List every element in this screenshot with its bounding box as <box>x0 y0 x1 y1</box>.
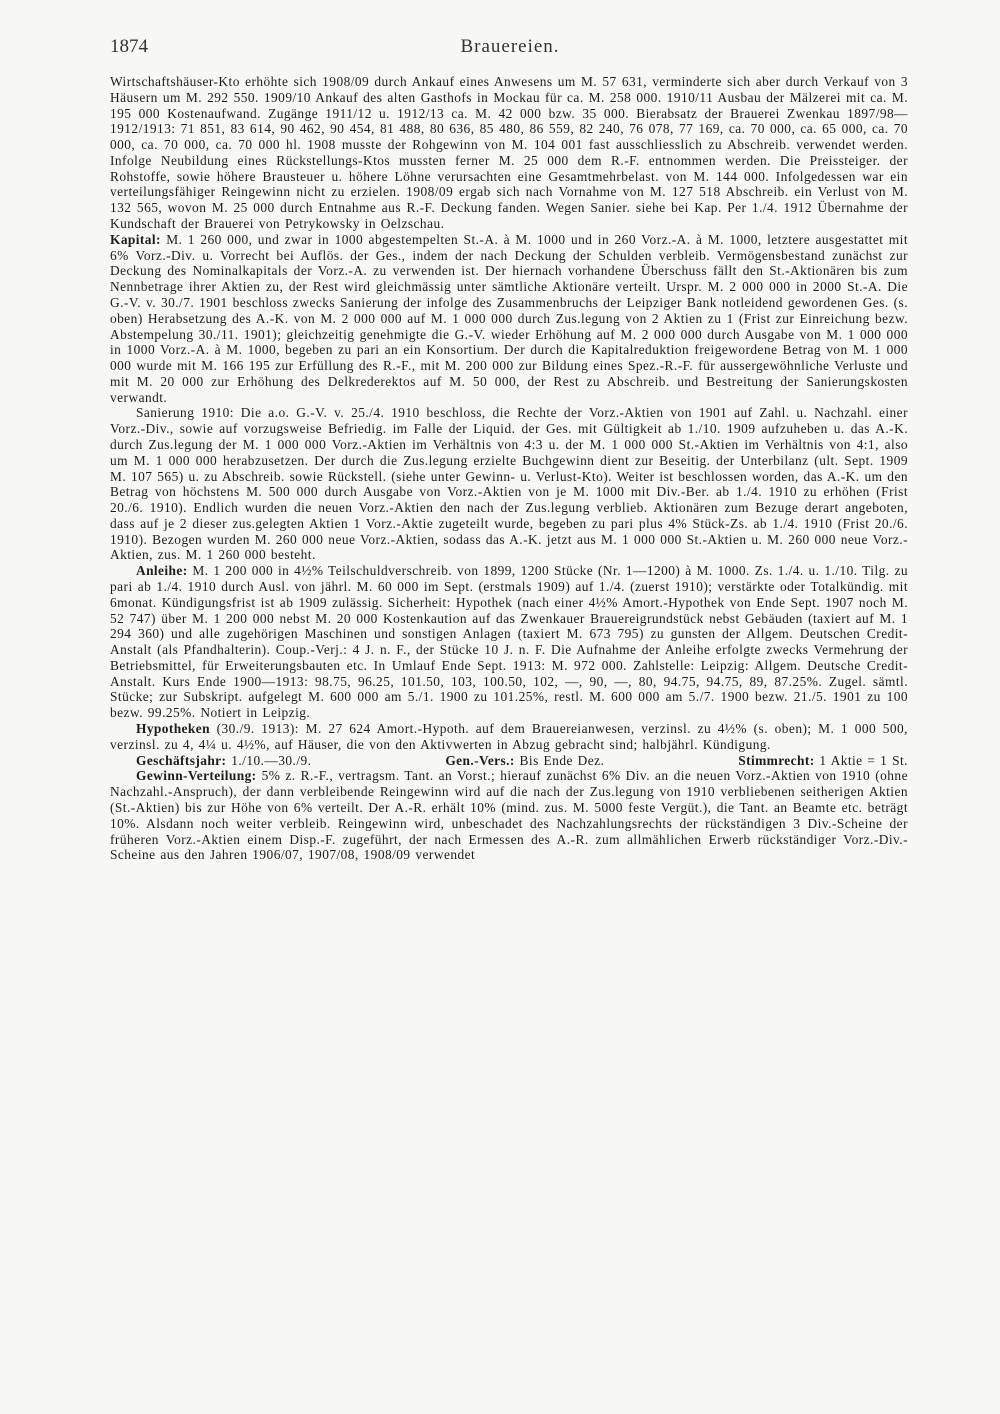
hypotheken-text: (30./9. 1913): M. 27 624 Amort.-Hypoth. auf dem Brauereianwesen, verzinsl. zu 4½% (s. oben); M. 1 000 500, verzinsl. zu 4, 4¼ u. 4½%, auf Häuser, die von den Aktivwerten in Abzug gebracht sind; halbjährl. Kündigung. <box>110 721 908 752</box>
sanierung-text: Sanierung 1910: Die a.o. G.-V. v. 25./4. 1910 beschloss, die Rechte der Vorz.-Aktien von 1901 auf Zahl. u. Nachzahl. einer Vorz.-Div., sowie auf vorzugsweise Befriedig. im Falle der Liquid. der Ges. mit Gültigkeit ab 1./10. 1909 aufzuheben u. das A.-K. durch Zus.legung der M. 1 000 000 Vorz.-Aktien im Verhältnis von 4:3 u. der M. 1 000 000 St.-Aktien im Verhältnis von 4:1, also um M. 1 000 000 herabzusetzen. Der durch die Zus.legung erzielte Buchgewinn dient zur Beseitig. der Unterbilanz (ult. Sept. 1909 M. 107 565) u. zu Abschreib. sowie Rückstell. (siehe unter Gewinn- u. Verlust-Kto). Weiter ist beschlossen worden, das A.-K. um den Betrag von höchstens M. 500 000 durch Ausgabe von Vorz.-Aktien von je M. 1000 mit Div.-Ber. ab 1./4. 1910 zu erhöhen (Frist 20./6. 1910). Endlich wurden die neuen Vorz.-Aktien den nach der Zus.legung verblieb. Aktionären zum Bezuge derart angeboten, dass auf je 2 dieser zus.gelegten Aktien 1 Vorz.-Aktie zugeteilt wurde, begeben zu pari plus 4% Stück-Zs. ab 1./4. 1910 (Frist 20./6. 1910). Bezogen wurden M. 260 000 neue Vorz.-Aktien, sodass das A.-K. jetzt aus M. 1 000 000 St.-Aktien u. M. 260 000 neue Vorz.-Aktien, zus. M. 1 260 000 besteht. <box>110 405 908 563</box>
kapital-paragraph <box>110 232 908 406</box>
intro-paragraph <box>110 74 908 232</box>
stimmrecht-label: Stimmrecht: <box>738 752 815 768</box>
hypotheken-label: Hypotheken <box>136 721 210 737</box>
geschaeftsjahr-label: Geschäftsjahr: <box>136 752 227 768</box>
gewinn-paragraph <box>110 768 908 863</box>
gen-vers-value: Bis Ende Dez. <box>519 752 605 768</box>
running-title: Brauereien. <box>460 36 560 57</box>
gewinn-label: Gewinn-Verteilung: <box>136 768 257 784</box>
geschaeftsjahr-row <box>110 753 908 769</box>
intro-text: Wirtschaftshäuser-Kto erhöhte sich 1908/09 durch Ankauf eines Anwesens um M. 57 631, verminderte sich aber durch Verkauf von 3 Häusern um M. 292 550. 1909/10 Ankauf des alten Gasthofs in Mockau für ca. M. 258 000. 1910/11 Ausbau der Mälzerei mit ca. M. 195 000 Kostenaufwand. Zugänge 1911/12 u. 1912/13 ca. M. 42 000 bzw. 35 000. Bierabsatz der Brauerei Zwenkau 1897/98—1912/1913: 71 851, 83 614, 90 462, 90 454, 81 488, 80 636, 85 480, 86 559, 82 240, 76 078, 77 169, ca. 70 000, ca. 65 000, ca. 70 000, ca. 70 000, ca. 70 000 hl. 1908 musste der Rohgewinn von M. 104 001 fast ausschliesslich zu Abschreib. verwendet werden. Infolge Neubildung eines Rückstellungs-Ktos mussten ferner M. 25 000 dem R.-F. entnommen werden. Die Preissteiger. der Rohstoffe, sowie höhere Brausteuer u. höhere Löhne verursachten eine Gesamtmehrbelast. von M. 144 000. Infolgedessen war ein verteilungsfähiger Reingewinn nicht zu erzielen. 1908/09 ergab sich nach Vornahme von M. 127 518 Abschreib. ein Verlust von M. 132 565, wovon M. 25 000 durch Entnahme aus R.-F. Deckung fanden. Wegen Sanier. siehe bei Kap. Per 1./4. 1912 Übernahme der Kundschaft der Brauerei von Petrykowsky in Oelzschau. <box>110 74 908 232</box>
page-content <box>110 74 908 863</box>
page-number: 1874 <box>110 36 148 57</box>
kapital-text: M. 1 260 000, und zwar in 1000 abgestempelten St.-A. à M. 1000 und in 260 Vorz.-A. à M. 1000, letztere ausgestattet mit 6% Vorz.-Div. u. Vorrecht bei Auflös. der Ges., indem der nach Deckung der Schulden verbleib. Vermögensbestand zunächst zur Deckung des Nominalkapitals der Vorz.-A. zu verwenden ist. Der hiernach vorhandene Überschuss fällt den St.-Aktionären bis zum Nennbetrage ihrer Aktien zu, der Rest wird gleichmässig unter sämtliche Aktionäre verteilt. Urspr. M. 2 000 000 in 2000 St.-A. Die G.-V. v. 30./7. 1901 beschloss zwecks Sanierung der infolge des Zusammenbruchs der Leipziger Bank notleidend gewordenen Ges. (s. oben) Herabsetzung des A.-K. von M. 2 000 000 auf M. 1 000 000 durch Zus.legung von 2 Aktien zu 1 (Frist zur Einreichung bezw. Abstempelung 30./11. 1901); gleichzeitig genehmigte die G.-V. wieder Erhöhung auf M. 2 000 000 durch Ausgabe von M. 1 000 000 in 1000 Vorz.-A. à M. 1000, begeben zu pari an ein Konsortium. Der durch die Kapitalreduktion freigewordene Betrag von M. 1 000 000 wurde mit M. 166 195 zur Erfüllung des R.-F., mit M. 200 000 zur Bildung eines Spez.-R.-F. für aussergewöhnliche Verluste und mit M. 20 000 zur Erhöhung des Delkrederektos auf M. 50 000, der Rest zu Abschreib. und Bestreitung der Sanierungskosten verwandt. <box>110 231 908 405</box>
gen-vers-label: Gen.-Vers.: <box>445 752 515 768</box>
sanierung-paragraph <box>110 405 908 563</box>
geschaeftsjahr-value: 1./10.—30./9. <box>231 752 312 768</box>
anleihe-paragraph <box>110 563 908 721</box>
page-header <box>110 36 910 62</box>
gen-vers-item <box>419 753 604 769</box>
gewinn-text: 5% z. R.-F., vertragsm. Tant. an Vorst.; hierauf zunächst 6% Div. an die neuen Vorz.-Aktien von 1910 (ohne Nachzahl.-Anspruch), der dann verbleibende Reingewinn wird auf die nach der Zus.legung von 1910 verbliebenen seitherigen Aktien (St.-Aktien) bis zur Höhe von 6% verteilt. Der A.-R. erhält 10% (mind. zus. M. 5000 feste Vergüt.), die Tant. an Beamte etc. beträgt 10%. Alsdann noch weiter verbleib. Reingewinn wird, unbeschadet des Nachzahlungsrechts der rückständigen 3 Div.-Scheine der früheren Vorz.-Aktien einem Disp.-F. zugeführt, der nach Ermessen des A.-R. zum allmählichen Erwerb rückständiger Vorz.-Div.-Scheine aus den Jahren 1906/07, 1907/08, 1908/09 verwendet <box>110 768 908 863</box>
geschaeftsjahr-item <box>110 753 311 769</box>
stimmrecht-item <box>712 753 908 769</box>
anleihe-text: M. 1 200 000 in 4½% Teilschuldverschreib. von 1899, 1200 Stücke (Nr. 1—1200) à M. 1000. Zs. 1./4. u. 1./10. Tilg. zu pari ab 1./4. 1910 durch Ausl. von jährl. M. 60 000 im Sept. (erstmals 1909) auf 1./4. (zuerst 1910); verstärkte oder Totalkündig. mit 6monat. Kündigungsfrist ist ab 1909 zulässig. Sicherheit: Hypothek (nach einer 4½% Amort.-Hypothek von Ende Sept. 1907 noch M. 52 747) über M. 1 200 000 nebst M. 20 000 Kostenkaution auf das Zwenkauer Brauereigrundstück nebst Gebäuden (taxiert auf M. 1 294 360) und alle zugehörigen Maschinen und sonstigen Anlagen (taxiert M. 673 795) zu gunsten der Allgem. Deutschen Credit-Anstalt (als Pfandhalterin). Coup.-Verj.: 4 J. n. F., der Stücke 10 J. n. F. Die Aufnahme der Anleihe erfolgte zwecks Vermehrung der Betriebsmittel, für Erweiterungsbauten etc. In Umlauf Ende Sept. 1913: M. 972 000. Zahlstelle: Leipzig: Allgem. Deutsche Credit-Anstalt. Kurs Ende 1900—1913: 98.75, 96.25, 101.50, 103, 100.50, 102, —, 90, —, 80, 94.75, 94.75, 89, 87.25%. Zugel. sämtl. Stücke; zur Subskript. aufgelegt M. 600 000 am 5./1. 1900 zu 101.25%, restl. M. 600 000 am 5./7. 1900 bezw. 21./5. 1901 zu 100 bezw. 99.25%. Notiert in Leipzig. <box>110 563 908 721</box>
anleihe-label: Anleihe: <box>136 563 188 579</box>
hypotheken-paragraph <box>110 721 908 753</box>
kapital-label: Kapital: <box>110 231 161 247</box>
stimmrecht-value: 1 Aktie = 1 St. <box>819 752 908 768</box>
